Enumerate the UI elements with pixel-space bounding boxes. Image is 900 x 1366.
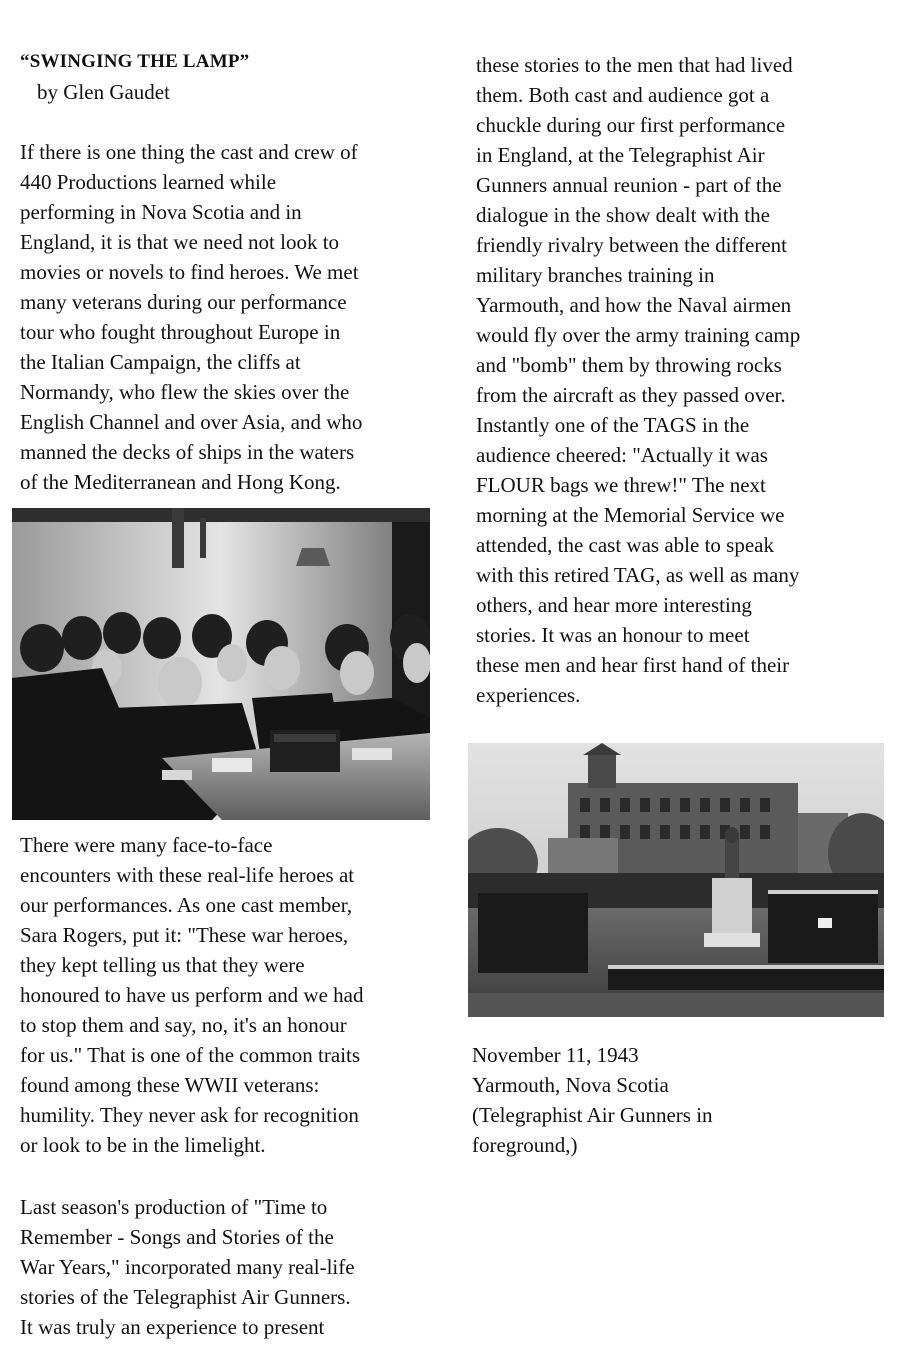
continued-line: audience cheered: "Actually it was: [476, 443, 768, 467]
encounters-line: or look to be in the limelight.: [20, 1133, 266, 1157]
encounters-line: Sara Rogers, put it: "These war heroes,: [20, 923, 349, 947]
intro-line: England, it is that we need not look to: [20, 230, 340, 254]
caption-line: Yarmouth, Nova Scotia: [472, 1073, 669, 1097]
encounters-line: honoured to have us perform and we had: [20, 983, 364, 1007]
season-paragraph: [20, 1192, 355, 1342]
classroom-photo: [12, 508, 430, 820]
intro-line: manned the decks of ships in the waters: [20, 440, 355, 464]
continued-line: Instantly one of the TAGS in the: [476, 413, 750, 437]
continued-line: them. Both cast and audience got a: [476, 83, 770, 107]
intro-line: the Italian Campaign, the cliffs at: [20, 350, 301, 374]
intro-line: many veterans during our performance: [20, 290, 347, 314]
season-line: War Years," incorporated many real-life: [20, 1255, 355, 1279]
intro-line: of the Mediterranean and Hong Kong.: [20, 470, 341, 494]
continued-line: military branches training in: [476, 263, 715, 287]
continued-line: these men and hear first hand of their: [476, 653, 790, 677]
continued-line: Yarmouth, and how the Naval airmen: [476, 293, 792, 317]
encounters-line: humility. They never ask for recognition: [20, 1103, 359, 1127]
season-line: It was truly an experience to present: [20, 1315, 325, 1339]
continued-line: FLOUR bags we threw!" The next: [476, 473, 766, 497]
encounters-line: found among these WWII veterans:: [20, 1073, 320, 1097]
memorial-photo: [468, 743, 884, 1017]
continued-line: from the aircraft as they passed over.: [476, 383, 786, 407]
intro-paragraph: [20, 137, 362, 497]
continued-line: stories. It was an honour to meet: [476, 623, 750, 647]
intro-line: performing in Nova Scotia and in: [20, 200, 302, 224]
intro-line: If there is one thing the cast and crew of: [20, 140, 358, 164]
continued-line: experiences.: [476, 683, 581, 707]
season-line: Last season's production of "Time to: [20, 1195, 328, 1219]
continued-line: these stories to the men that had lived: [476, 53, 793, 77]
encounters-line: for us." That is one of the common traits: [20, 1043, 361, 1067]
continued-line: Gunners annual reunion - part of the: [476, 173, 782, 197]
encounters-line: they kept telling us that they were: [20, 953, 305, 977]
encounters-line: our performances. As one cast member,: [20, 893, 353, 917]
continued-line: morning at the Memorial Service we: [476, 503, 785, 527]
caption-line: foreground,): [472, 1133, 578, 1157]
continued-line: and "bomb" them by throwing rocks: [476, 353, 782, 377]
intro-line: movies or novels to find heroes. We met: [20, 260, 359, 284]
memorial-photo-image: [468, 743, 884, 1017]
season-line: Remember - Songs and Stories of the: [20, 1225, 334, 1249]
season-line: stories of the Telegraphist Air Gunners.: [20, 1285, 351, 1309]
encounters-line: encounters with these real-life heroes at: [20, 863, 355, 887]
intro-line: 440 Productions learned while: [20, 170, 277, 194]
caption-line: (Telegraphist Air Gunners in: [472, 1103, 713, 1127]
intro-line: tour who fought throughout Europe in: [20, 320, 341, 344]
article-title: “SWINGING THE LAMP”: [20, 51, 250, 72]
photo-caption: [472, 1040, 713, 1160]
intro-line: Normandy, who flew the skies over the: [20, 380, 350, 404]
continued-line: attended, the cast was able to speak: [476, 533, 774, 557]
encounters-paragraph: [20, 830, 363, 1160]
continued-line: with this retired TAG, as well as many: [476, 563, 800, 587]
continued-line: dialogue in the show dealt with the: [476, 203, 770, 227]
article-byline: by Glen Gaudet: [37, 80, 170, 104]
encounters-line: to stop them and say, no, it's an honour: [20, 1013, 347, 1037]
continued-line: chuckle during our first performance: [476, 113, 786, 137]
continued-line: others, and hear more interesting: [476, 593, 752, 617]
continued-line: would fly over the army training camp: [476, 323, 801, 347]
continued-line: in England, at the Telegraphist Air: [476, 143, 765, 167]
classroom-photo-image: [12, 508, 430, 820]
intro-line: English Channel and over Asia, and who: [20, 410, 363, 434]
caption-line: November 11, 1943: [472, 1043, 639, 1067]
continued-paragraph: [476, 50, 800, 710]
continued-line: friendly rivalry between the different: [476, 233, 787, 257]
encounters-line: There were many face-to-face: [20, 833, 273, 857]
